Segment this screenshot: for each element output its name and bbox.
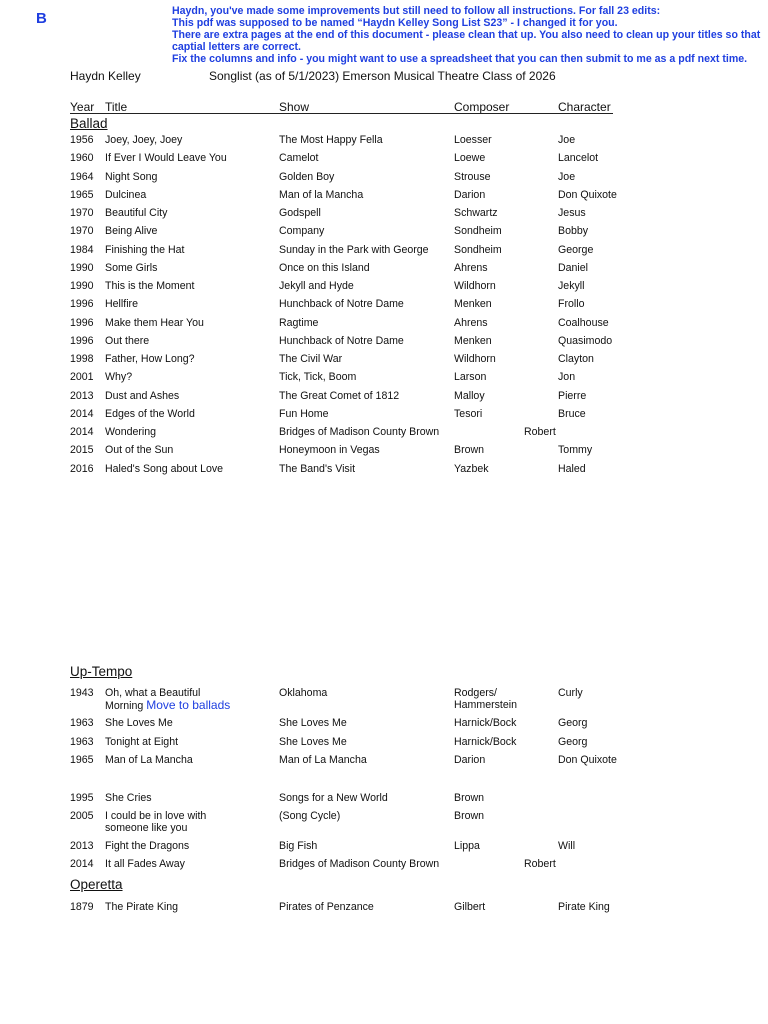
song-row	[0, 390, 768, 408]
song-title: Out there	[105, 334, 150, 347]
song-year: 1963	[70, 736, 94, 748]
song-composer: Ahrens	[454, 261, 488, 274]
song-year: 1965	[70, 754, 94, 766]
song-show: Hunchback of Notre Dame	[279, 334, 404, 347]
song-title-line: I could be in love with	[105, 810, 207, 822]
document-title: Songlist (as of 5/1/2023) Emerson Musical Theatre Class of 2026	[209, 69, 556, 83]
song-show: Hunchback of Notre Dame	[279, 298, 404, 311]
song-composer: Brown	[454, 444, 485, 457]
song-year: 1964	[70, 170, 94, 183]
song-character: George	[558, 243, 594, 256]
song-character: Will	[558, 840, 576, 852]
song-show: The Civil War	[279, 353, 343, 365]
song-show: (Song Cycle)	[279, 810, 341, 822]
column-header-composer: Composer	[454, 100, 510, 114]
song-title: The Pirate King	[105, 901, 179, 913]
song-character: Curly	[558, 687, 583, 699]
instructor-inline-note: Move to ballads	[146, 698, 231, 712]
student-name: Haydn Kelley	[70, 69, 141, 83]
song-title: Tonight at Eight	[105, 736, 179, 748]
song-show: Godspell	[279, 207, 321, 219]
song-year: 1990	[70, 261, 94, 274]
song-show: Camelot	[279, 152, 319, 165]
song-row	[0, 353, 768, 371]
song-row	[0, 858, 768, 876]
song-row	[0, 335, 768, 353]
song-year: 1956	[70, 134, 94, 146]
song-row	[0, 463, 768, 481]
song-composer: Larson	[454, 371, 487, 384]
song-year: 1960	[70, 152, 94, 165]
song-character: Bobby	[558, 225, 589, 238]
song-composer: Harnick/Bock	[454, 717, 517, 729]
song-row	[0, 717, 768, 735]
song-year: 1970	[70, 225, 94, 238]
song-year: 2014	[70, 426, 94, 438]
song-row	[0, 444, 768, 462]
song-row	[0, 225, 768, 243]
column-header-year: Year	[70, 100, 95, 114]
song-title: Wondering	[105, 426, 157, 438]
corner-mark: B	[36, 10, 47, 27]
song-row	[0, 426, 768, 444]
song-show: Golden Boy	[279, 170, 335, 183]
song-title: Man of La Mancha	[105, 754, 193, 766]
composer-line: Hammerstein	[454, 699, 517, 711]
song-show: Ragtime	[279, 316, 319, 329]
song-show: The Band's Visit	[279, 462, 356, 475]
song-show: Tick, Tick, Boom	[279, 371, 357, 384]
song-show: The Most Happy Fella	[279, 134, 383, 146]
song-show: Company	[279, 225, 325, 238]
song-title-line: someone like you	[105, 822, 188, 834]
song-character: Joe	[558, 134, 576, 146]
song-composer: Malloy	[454, 389, 485, 402]
song-title-line: Morning	[105, 700, 144, 712]
song-composer: Schwartz	[454, 207, 498, 219]
composer-line: Rodgers/	[454, 687, 497, 699]
song-show: Honeymoon in Vegas	[279, 444, 380, 457]
song-composer: Brown	[454, 792, 485, 804]
song-year: 1996	[70, 334, 94, 347]
song-row	[0, 754, 768, 772]
song-character: Clayton	[558, 353, 594, 365]
song-row	[0, 152, 768, 170]
song-row	[0, 189, 768, 207]
song-year: 1995	[70, 792, 94, 804]
song-row	[0, 317, 768, 335]
song-show: Fun Home	[279, 407, 329, 420]
song-title	[105, 810, 206, 834]
song-year: 2014	[70, 407, 94, 420]
column-header-show: Show	[279, 100, 310, 114]
song-composer: Tesori	[454, 407, 483, 420]
song-composer: Wildhorn	[454, 353, 496, 365]
song-show: Man of la Mancha	[279, 188, 364, 201]
song-show: Once on this Island	[279, 261, 370, 274]
header-rule	[70, 113, 613, 114]
song-row	[0, 280, 768, 298]
song-row	[0, 171, 768, 189]
section-heading-operetta: Operetta	[70, 877, 123, 892]
song-title: She Cries	[105, 792, 152, 804]
section-heading-ballad: Ballad	[70, 116, 108, 131]
song-year: 2005	[70, 810, 94, 822]
song-row	[0, 371, 768, 389]
song-row	[0, 792, 768, 810]
song-row	[0, 736, 768, 754]
song-title: Out of the Sun	[105, 444, 174, 457]
song-title: She Loves Me	[105, 717, 173, 729]
song-show: Pirates of Penzance	[279, 901, 374, 913]
song-show: She Loves Me	[279, 717, 347, 729]
song-title	[105, 687, 230, 712]
song-character: Quasimodo	[558, 334, 613, 347]
song-title: Father, How Long?	[105, 353, 195, 365]
song-composer: Wildhorn	[454, 280, 496, 292]
song-year: 1943	[70, 687, 94, 699]
song-row	[0, 408, 768, 426]
song-year: 1965	[70, 188, 94, 201]
song-show: Oklahoma	[279, 687, 328, 699]
song-row	[0, 207, 768, 225]
song-character: Georg	[558, 717, 588, 729]
song-year: 1879	[70, 901, 94, 913]
song-composer: Lippa	[454, 840, 480, 852]
note-line: Fix the columns and info - you might want to use a spreadsheet that you can then submit to me as a pdf next time.	[172, 53, 748, 65]
song-composer: Strouse	[454, 170, 491, 183]
song-character: Coalhouse	[558, 316, 609, 329]
song-show: Bridges of Madison County Brown	[279, 426, 440, 438]
song-title: Dulcinea	[105, 188, 147, 201]
song-title: Make them Hear You	[105, 316, 204, 329]
song-title: Edges of the World	[105, 407, 195, 420]
song-title: Haled's Song about Love	[105, 462, 224, 475]
note-line: There are extra pages at the end of this document - please clean that up. You also need to clean up your titles so that captial letters are correct.	[172, 29, 761, 53]
song-title: Joey, Joey, Joey	[105, 134, 183, 146]
song-year: 1998	[70, 353, 94, 365]
song-composer: Sondheim	[454, 225, 502, 238]
song-composer: Yazbek	[454, 462, 489, 475]
song-year: 2001	[70, 371, 94, 384]
song-title: Some Girls	[105, 261, 158, 274]
song-composer: Loesser	[454, 134, 492, 146]
song-row	[0, 244, 768, 262]
song-title: Fight the Dragons	[105, 840, 190, 852]
song-row	[0, 901, 768, 919]
song-title: Hellfire	[105, 298, 138, 311]
song-row	[0, 262, 768, 280]
song-row	[0, 810, 768, 834]
song-year: 2016	[70, 462, 94, 475]
song-title-line: Oh, what a Beautiful	[105, 687, 201, 699]
song-show: Bridges of Madison County Brown	[279, 858, 440, 870]
song-year: 1970	[70, 207, 94, 219]
song-composer: Darion	[454, 754, 486, 766]
song-year: 1996	[70, 316, 94, 329]
song-character: Lancelot	[558, 152, 599, 165]
song-composer: Gilbert	[454, 901, 486, 913]
song-character: Robert	[524, 426, 556, 438]
instructor-notes	[172, 5, 762, 65]
song-composer: Harnick/Bock	[454, 736, 517, 748]
song-show: Big Fish	[279, 840, 318, 852]
song-composer: Darion	[454, 188, 486, 201]
song-character: Don Quixote	[558, 754, 617, 766]
song-composer: Sondheim	[454, 243, 502, 256]
song-title: Beautiful City	[105, 207, 168, 219]
song-character: Jon	[558, 371, 576, 384]
song-show: Sunday in the Park with George	[279, 243, 429, 256]
song-character: Robert	[524, 858, 556, 870]
song-character: Georg	[558, 736, 588, 748]
song-character: Don Quixote	[558, 188, 617, 201]
song-character: Frollo	[558, 298, 585, 311]
song-character: Bruce	[558, 407, 586, 420]
song-year: 2015	[70, 444, 94, 457]
note-line: This pdf was supposed to be named “Haydn Kelley Song List S23” - I changed it for you.	[172, 17, 618, 29]
song-year: 2013	[70, 389, 94, 402]
song-title: It all Fades Away	[105, 858, 185, 870]
song-composer: Loewe	[454, 152, 486, 165]
song-composer	[454, 687, 517, 711]
song-title: This is the Moment	[105, 280, 195, 292]
song-character: Haled	[558, 462, 586, 475]
song-year: 2013	[70, 840, 94, 852]
song-show: The Great Comet of 1812	[279, 389, 400, 402]
song-composer: Menken	[454, 334, 492, 347]
song-show: Jekyll and Hyde	[279, 280, 354, 292]
song-show: Man of La Mancha	[279, 754, 367, 766]
song-row	[0, 298, 768, 316]
song-title: If Ever I Would Leave You	[105, 152, 227, 165]
song-character: Pirate King	[558, 901, 610, 913]
song-row	[0, 134, 768, 152]
song-character: Pierre	[558, 389, 587, 402]
song-composer: Brown	[454, 810, 485, 822]
song-row	[0, 687, 768, 712]
column-header-title: Title	[105, 100, 128, 114]
song-year: 1984	[70, 243, 94, 256]
song-character: Daniel	[558, 261, 589, 274]
song-composer: Menken	[454, 298, 492, 311]
song-year: 2014	[70, 858, 94, 870]
song-character: Jesus	[558, 207, 586, 219]
song-title: Why?	[105, 371, 133, 384]
song-title: Being Alive	[105, 225, 158, 238]
song-title: Finishing the Hat	[105, 243, 185, 256]
song-year: 1996	[70, 298, 94, 311]
note-line: Haydn, you've made some improvements but still need to follow all instructions. For fall 23 edits:	[172, 5, 661, 17]
song-character: Joe	[558, 170, 576, 183]
song-show: She Loves Me	[279, 736, 347, 748]
song-character: Tommy	[558, 444, 593, 457]
song-show: Songs for a New World	[279, 792, 388, 804]
song-year: 1990	[70, 280, 94, 292]
song-title: Night Song	[105, 170, 158, 183]
song-row	[0, 840, 768, 858]
song-year: 1963	[70, 717, 94, 729]
section-heading-uptempo: Up-Tempo	[70, 664, 133, 679]
song-composer: Ahrens	[454, 316, 488, 329]
song-title: Dust and Ashes	[105, 389, 180, 402]
column-header-character: Character	[558, 100, 611, 114]
song-character: Jekyll	[558, 280, 585, 292]
